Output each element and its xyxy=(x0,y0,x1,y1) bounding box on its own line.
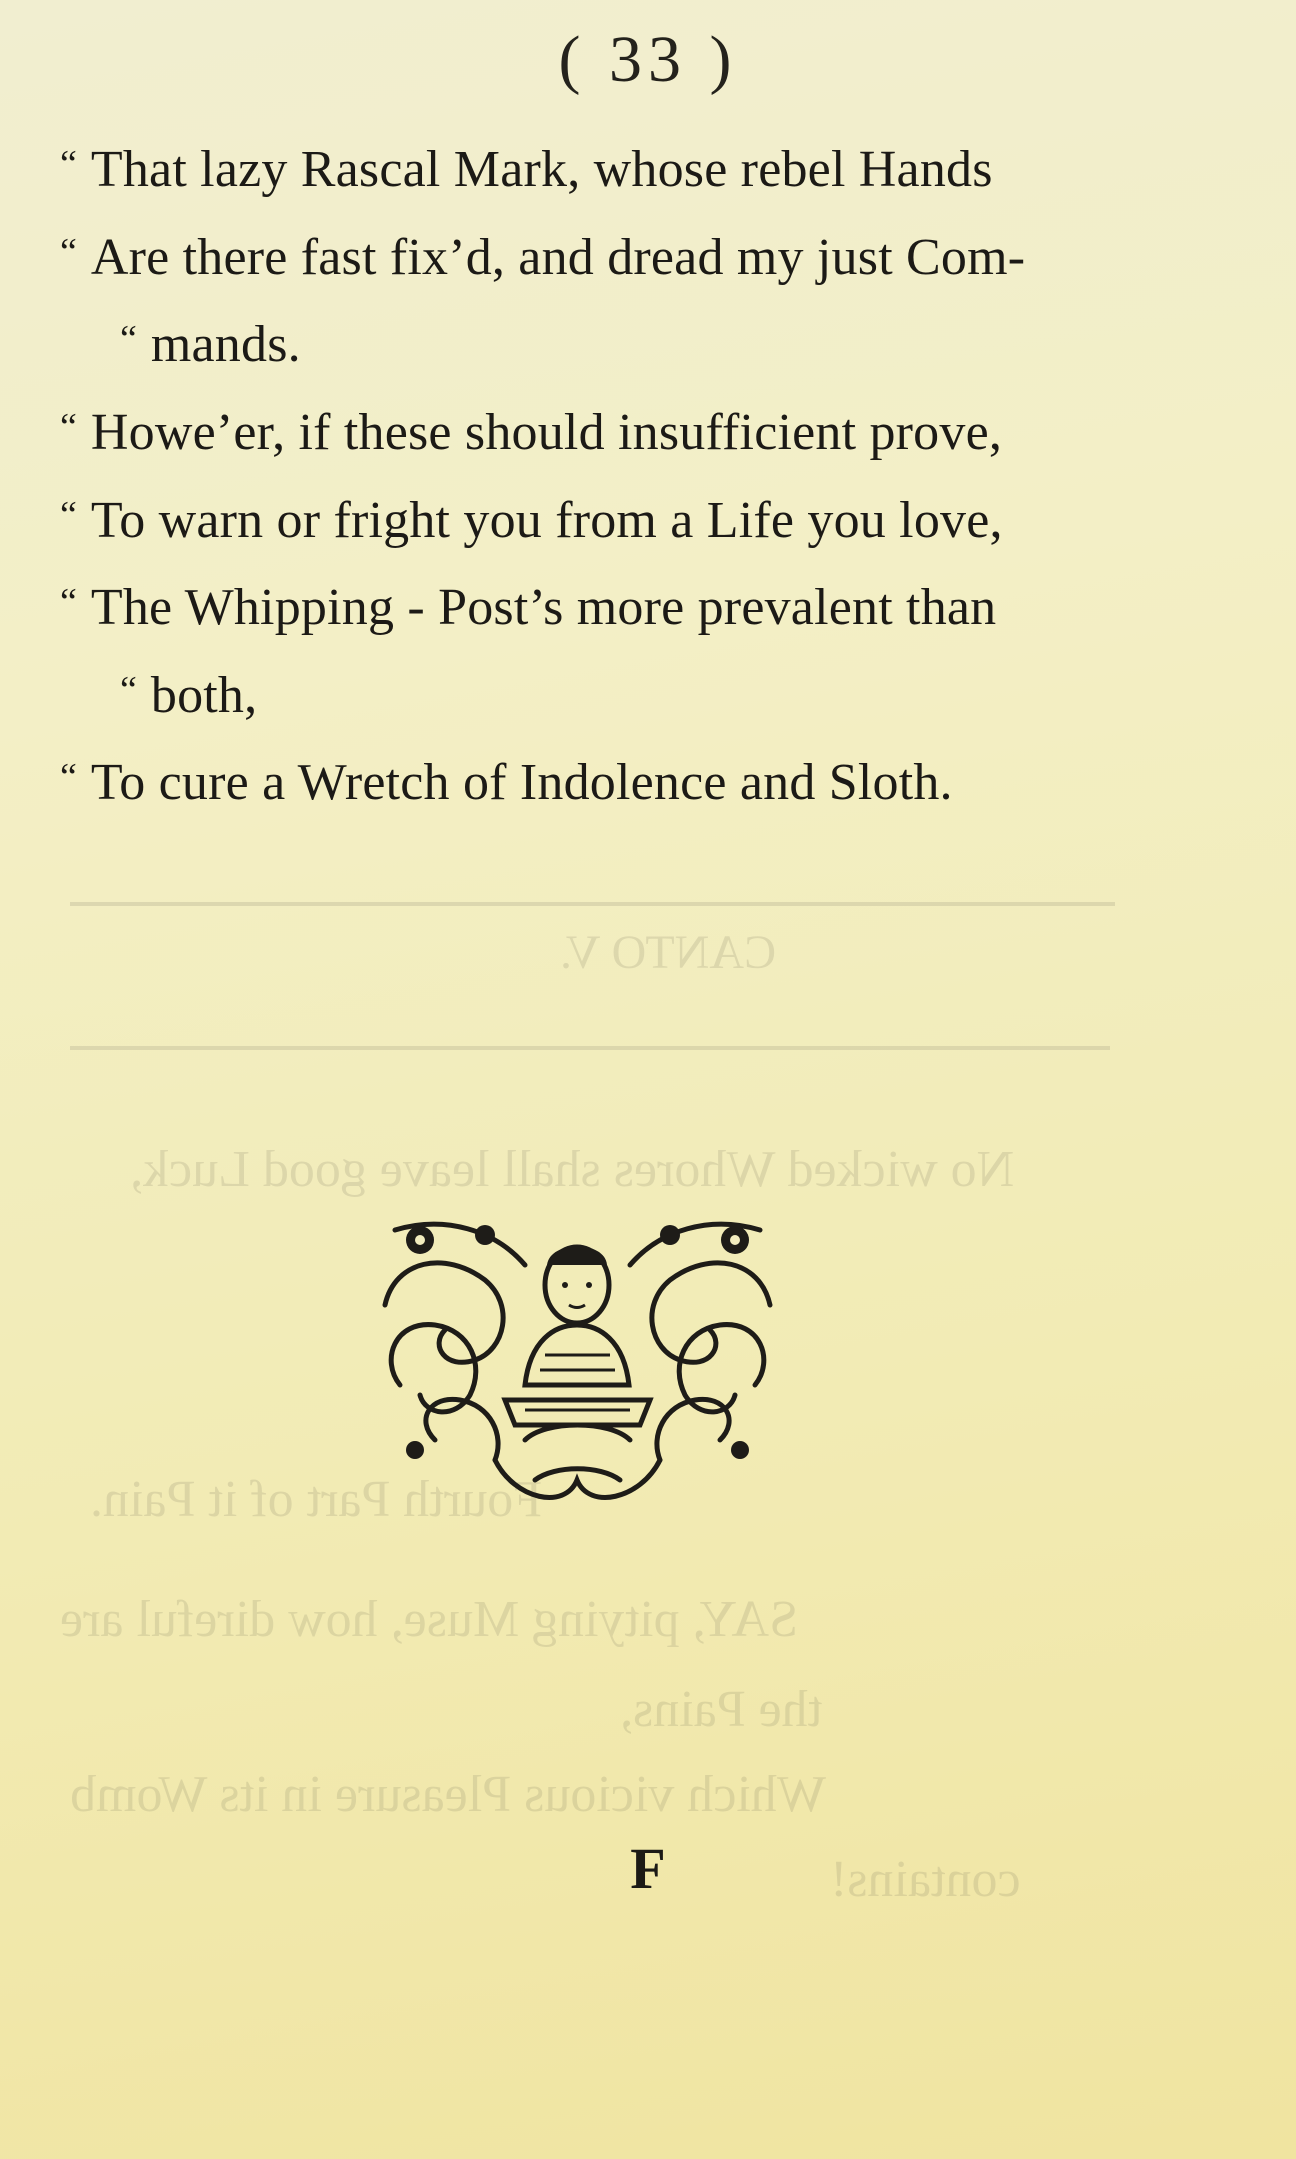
verse-line: “ The Whipping - Post’s more prevalent than xyxy=(60,579,997,636)
show-through-text: No wicked Whores shall leave good Luck, xyxy=(130,1141,1015,1198)
quote-mark: “ xyxy=(60,143,77,185)
show-through-text: SAY, pitying Muse, how direful are xyxy=(60,1591,799,1648)
quote-mark: “ xyxy=(60,406,77,448)
show-through-text: Fourth Part of it Pain. xyxy=(90,1471,543,1528)
show-through-text: contains! xyxy=(830,1851,1021,1908)
quote-mark: “ xyxy=(60,756,77,798)
verse-line: “ Howe’er, if these should insufficient prove, xyxy=(60,404,1003,461)
show-through-text: Which vicious Pleasure in its Womb xyxy=(70,1766,826,1823)
quote-mark: “ xyxy=(60,231,77,273)
verse-line: “ That lazy Rascal Mark, whose rebel Hands xyxy=(60,141,993,198)
verse-line: “ both, xyxy=(120,667,258,724)
quote-mark: “ xyxy=(120,669,137,711)
verse-line: “ mands. xyxy=(120,316,301,373)
signature-mark: F xyxy=(630,1836,666,1901)
show-through-rule xyxy=(70,1046,1110,1050)
show-through-text: the Pains, xyxy=(620,1681,823,1738)
verse-line: “ To warn or fright you from a Life you love, xyxy=(60,492,1003,549)
verse-line: “ To cure a Wretch of Indolence and Sloth. xyxy=(60,754,953,811)
floral-bust-ornament-icon xyxy=(375,1210,780,1515)
quote-mark: “ xyxy=(60,494,77,536)
show-through-text: CANTO V. xyxy=(560,926,777,979)
quote-mark: “ xyxy=(120,318,137,360)
verse-line: “ Are there fast fix’d, and dread my just Com- xyxy=(60,229,1026,286)
page-number: ( 33 ) xyxy=(558,23,738,96)
show-through-rule xyxy=(70,902,1115,906)
quote-mark: “ xyxy=(60,581,77,623)
